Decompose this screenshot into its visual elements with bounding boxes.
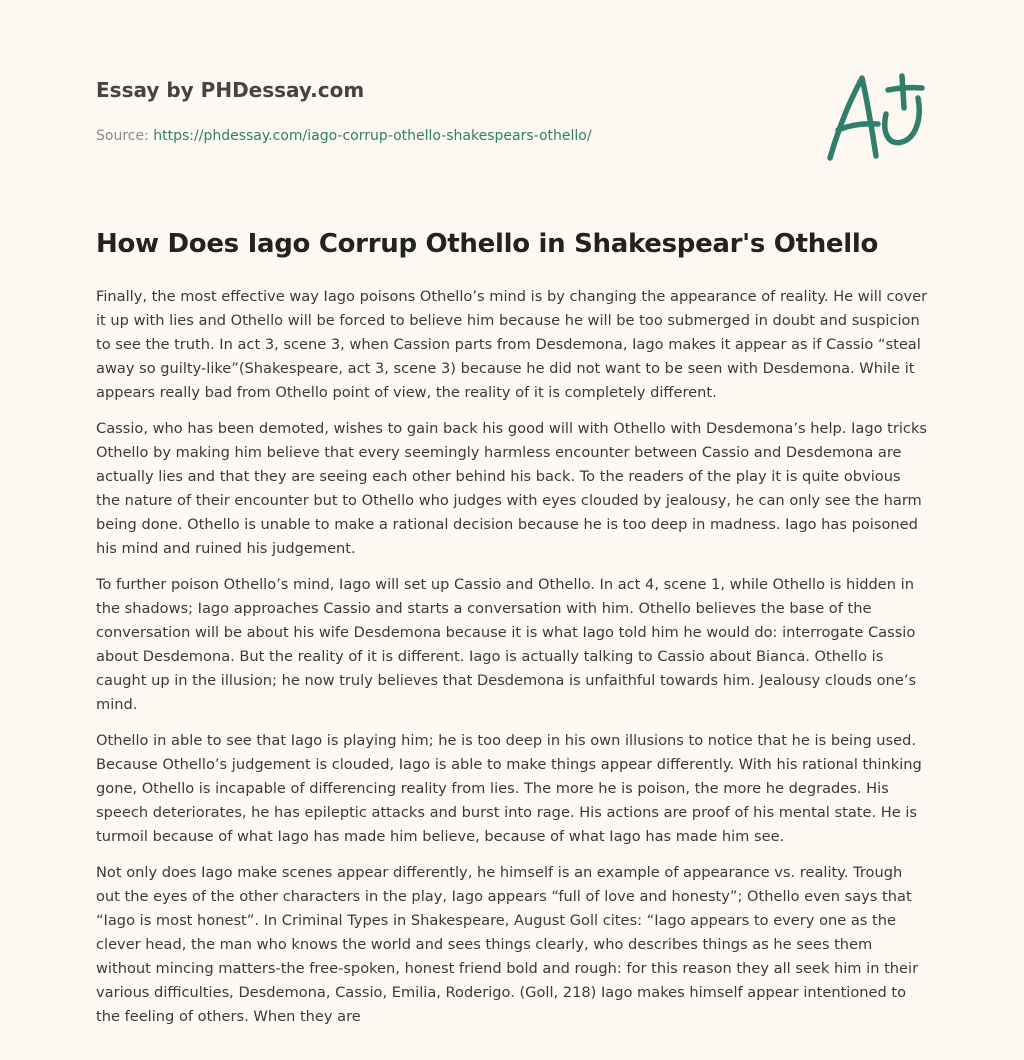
essay-paragraph: Cassio, who has been demoted, wishes to gain back his good will with Othello with Desdemona’s help. Iago tricks Othello by making him believe that every seemingly harmless encounter between Cassio and Desdemona are actually lies and that they are seeing each other behind his back. To the readers of the play it is quite obvious the nature of their encounter but to Othello who judges with eyes clouded by jealousy, he can only see the harm being done. Othello is unable to make a rational decision because he is too deep in madness. Iago has poisoned his mind and ruined his judgement. [96, 420, 928, 557]
source-label: Source: [96, 128, 149, 144]
essay-paragraph: Not only does Iago make scenes appear differently, he himself is an example of appearance vs. reality. Trough out the eyes of the other characters in the play, Iago appears “full of love and honesty”; Othello even says that “Iago is most honest”. In Criminal Types in Shakespeare, August Goll cites: “Iago appears to every one as the clever head, the man who knows the world and sees things clearly, who describes things as he sees them without mincing matters-the free-spoken, honest friend bold and rough: for this reason they all seek him in their various difficulties, Desdemona, Cassio, Emilia, Roderigo. (Goll, 218) Iago makes himself appear intentioned to the feeling of others. When they are [96, 864, 919, 1025]
source-link[interactable]: https://phdessay.com/iago-corrup-othello-shakespears-othello/ [153, 128, 592, 144]
essay-paragraph: Finally, the most effective way Iago poisons Othello’s mind is by changing the appearance of reality. He will cover it up with lies and Othello will be forced to believe him because he will be too submerged in doubt and suspicion to see the truth. In act 3, scene 3, when Cassion parts from Desdemona, Iago makes it appear as if Cassio “steal away so guilty-like”(Shakespeare, act 3, scene 3) because he did not want to be seen with Desdemona. While it appears really bad from Othello point of view, the reality of it is completely different. [96, 288, 928, 401]
essay-title: How Does Iago Corrup Othello in Shakespear's Othello [96, 229, 879, 259]
a-plus-grade-logo [822, 68, 932, 164]
essay-paragraph: To further poison Othello’s mind, Iago will set up Cassio and Othello. In act 4, scene 1, while Othello is hidden in the shadows; Iago approaches Cassio and starts a conversation with him. Othello believes the base of the conversation will be about his wife Desdemona because it is what Iago told him he would do: interrogate Cassio about Desdemona. But the reality of it is different. Iago is actually talking to Cassio about Bianca. Othello is caught up in the illusion; he now truly believes that Desdemona is unfaithful towards him. Jealousy clouds one’s mind. [96, 576, 917, 713]
essay-body [96, 285, 928, 1041]
document-header [96, 76, 796, 146]
brand-title: Essay by PHDessay.com [96, 78, 365, 102]
essay-paragraph: Othello in able to see that Iago is playing him; he is too deep in his own illusions to notice that he is being used. Because Othello’s judgement is clouded, Iago is able to make things appear differently. With his rational thinking gone, Othello is incapable of differencing reality from lies. The more he is poison, the more he degrades. His speech deteriorates, he has epileptic attacks and burst into rage. His actions are proof of his mental state. He is turmoil because of what Iago has made him believe, because of what Iago has made him see. [96, 732, 922, 845]
source-line [96, 126, 796, 146]
